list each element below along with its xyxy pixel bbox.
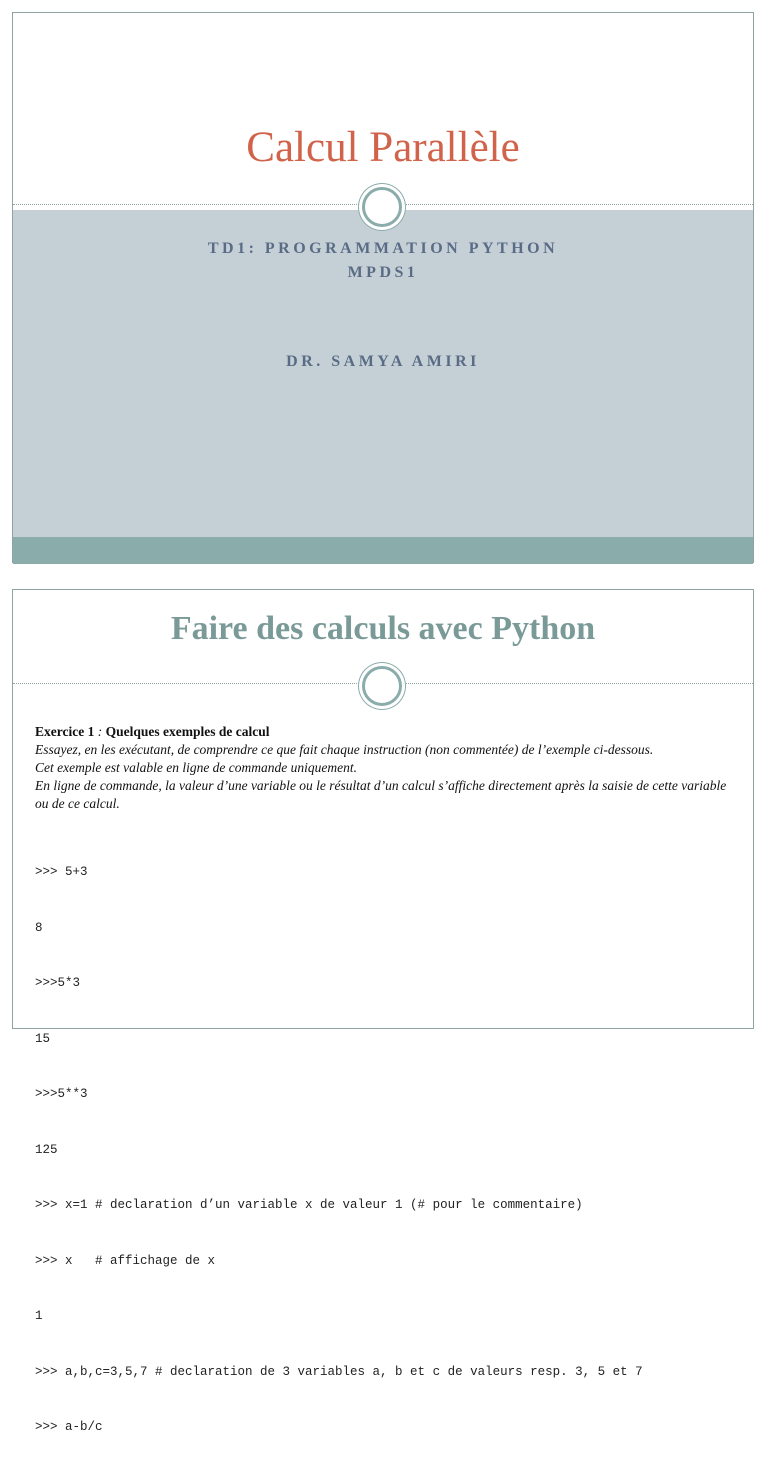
code-line: >>>5*3 [35,976,81,990]
author-name: DR. SAMYA AMIRI [286,353,480,370]
exercise-label: Exercice 1 [35,724,95,739]
instruction-line: Cet exemple est valable en ligne de commande uniquement. [35,760,358,775]
circle-ornament-icon [362,187,402,227]
code-line: 125 [35,1142,58,1157]
title-slide [12,12,754,563]
subtitle-class: MPDS1 [347,264,419,281]
code-block [35,826,755,1474]
circle-ornament-icon [362,666,402,706]
content-slide [12,589,754,1434]
code-line: >>>5**3 [35,1087,88,1101]
subtitle-band [13,210,753,537]
exercise-title: Quelques exemples de calcul [105,724,270,739]
code-line: >>> x=1 # declaration d’un variable x de valeur 1 (# pour le commentaire) [35,1198,583,1212]
code-line: >>> x # affichage de x [35,1253,216,1268]
code-line: 15 [35,1031,51,1046]
exercise-block [35,723,735,813]
code-line: 1 [35,1309,43,1323]
slide-title: Faire des calculs avec Python [170,610,596,647]
code-line: >>> a-b/c [35,1420,103,1434]
code-line: >>> 5+3 [35,865,88,879]
code-line: >>> a,b,c=3,5,7 # declaration de 3 variables a, b et c de valeurs resp. 3, 5 et 7 [35,1364,643,1379]
subtitle-course: TD1: PROGRAMMATION PYTHON [207,240,559,257]
instruction-line: En ligne de commande, la valeur d’une variable ou le résultat d’un calcul s’affiche directement après la saisie de cette variable ou de ce calcul. [35,778,727,811]
slide-title: Calcul Parallèle [246,124,520,171]
footer-band [13,537,753,564]
exercise-heading [35,723,735,741]
code-line: 8 [35,920,43,935]
exercise-sep: : [94,724,106,739]
instruction-line: Essayez, en les exécutant, de comprendre ce que fait chaque instruction (non commentée) de l’exemple ci-dessous. [35,742,654,757]
